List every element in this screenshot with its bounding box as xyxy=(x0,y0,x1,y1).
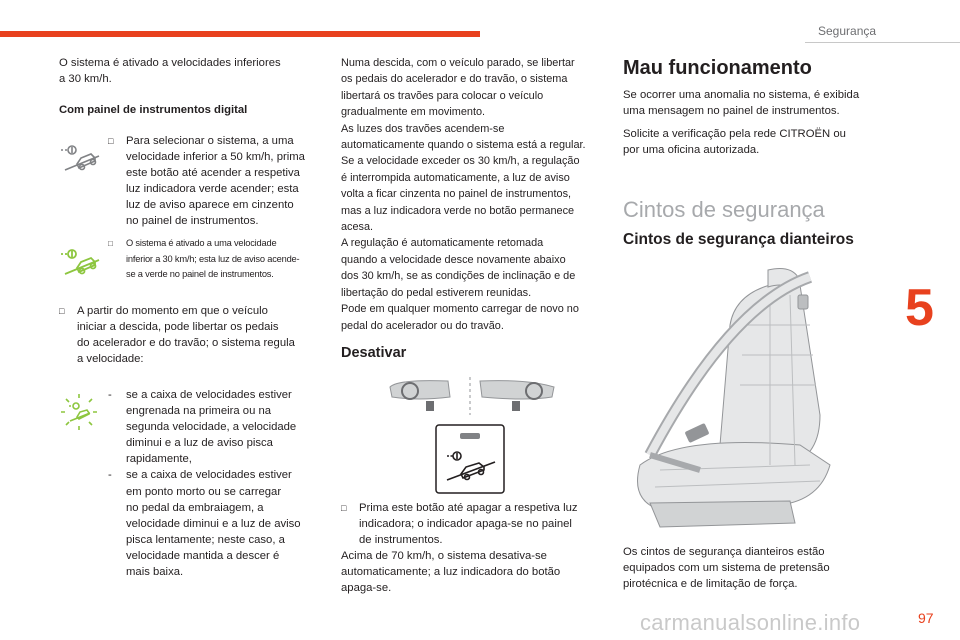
page-number: 97 xyxy=(918,610,934,626)
digital-panel-subheading: Com painel de instrumentos digital xyxy=(59,104,248,116)
header-accent-bar xyxy=(0,31,480,37)
hill-descent-button-illustration xyxy=(435,424,505,494)
malfunction-paragraph-2: Solicite a verificação pela rede CITROËN ou por uma oficina autorizada. xyxy=(623,128,846,157)
hill-descent-grey-icon xyxy=(57,140,103,176)
malfunction-paragraph-1: Se ocorrer uma anomalia no sistema, é exibida uma mensagem no painel de instrumentos. xyxy=(623,89,860,118)
hill-descent-flashing-icon xyxy=(59,392,99,432)
deactivate-item: □ Prima este botão até apagar a respetiva luz indicadora; o indicador apaga-se no painel de instrumentos. Acima de 70 km/h, o sistema desativa-se automaticamente; a luz indicadora do botão apaga-se. xyxy=(341,502,578,595)
header-divider xyxy=(805,42,960,43)
hill-descent-green-icon xyxy=(57,244,103,280)
system-activated-item: □ O sistema é ativado a uma velocidade inferior a 30 km/h; esta luz de aviso acende- se a verde no painel de instrumentos. xyxy=(108,238,300,279)
malfunction-heading: Mau funcionamento xyxy=(623,57,812,79)
dashboard-illustration xyxy=(388,375,558,417)
front-seat-belt-illustration xyxy=(620,265,860,535)
watermark: carmanualsonline.info xyxy=(640,610,861,635)
select-system-item: □ Para selecionar o sistema, a uma velocidade inferior a 50 km/h, prima este botão até acender a respetiva luz indicadora verde acender; esta luz de aviso aparece em cinzento no painel de instrumentos. xyxy=(108,135,305,228)
section-name: Segurança xyxy=(818,24,877,38)
seat-belts-title: Cintos de segurança xyxy=(623,197,825,222)
chapter-number: 5 xyxy=(905,279,934,337)
descent-paragraph: Numa descida, com o veículo parado, se libertar os pedais do acelerador e do travão, o sistema libertará os travões para colocar o veículo gradualmente em movimento. As luzes dos travões acendem-se automaticamente quando o sistema está a regular. Se a velocidade exceder os 30 km/h, a regulação é interrompida automaticamente, a luz de aviso volta a ficar cinzenta no painel de instrumentos, mas a luz indicadora verde no botão permanece acesa. A regulação é automaticamente retomada quando a velocidade desce novamente abaixo dos 30 km/h, se as condições de inclinação e de libertação do pedal estiverem reunidas. Pode em qualquer momento carregar de novo no pedal do acelerador ou do travão. xyxy=(341,57,586,332)
release-pedals-item: □ A partir do momento em que o veículo iniciar a descida, pode libertar os pedais do acelerador e do travão; o sistema regula a velocidade: xyxy=(59,305,295,366)
front-seat-belts-heading: Cintos de segurança dianteiros xyxy=(623,231,854,248)
seat-belt-caption: Os cintos de segurança dianteiros estão equipados com um sistema de pretensão pirotécnica e de limitação de força. xyxy=(623,546,830,591)
deactivate-heading: Desativar xyxy=(341,345,407,361)
intro-paragraph: O sistema é ativado a velocidades inferiores a 30 km/h. xyxy=(59,57,281,86)
dash-list: - se a caixa de velocidades estiver engrenada na primeira ou na segunda velocidade, a velocidade diminui e a luz de aviso pisca rapidamente, - se a caixa de velocidades estiver em ponto morto ou se carregar no pedal da embraiagem, a velocidade diminui e a luz de aviso pisca lentamente; neste caso, a velocidade mantida a descer é mais baixa. xyxy=(108,389,301,579)
